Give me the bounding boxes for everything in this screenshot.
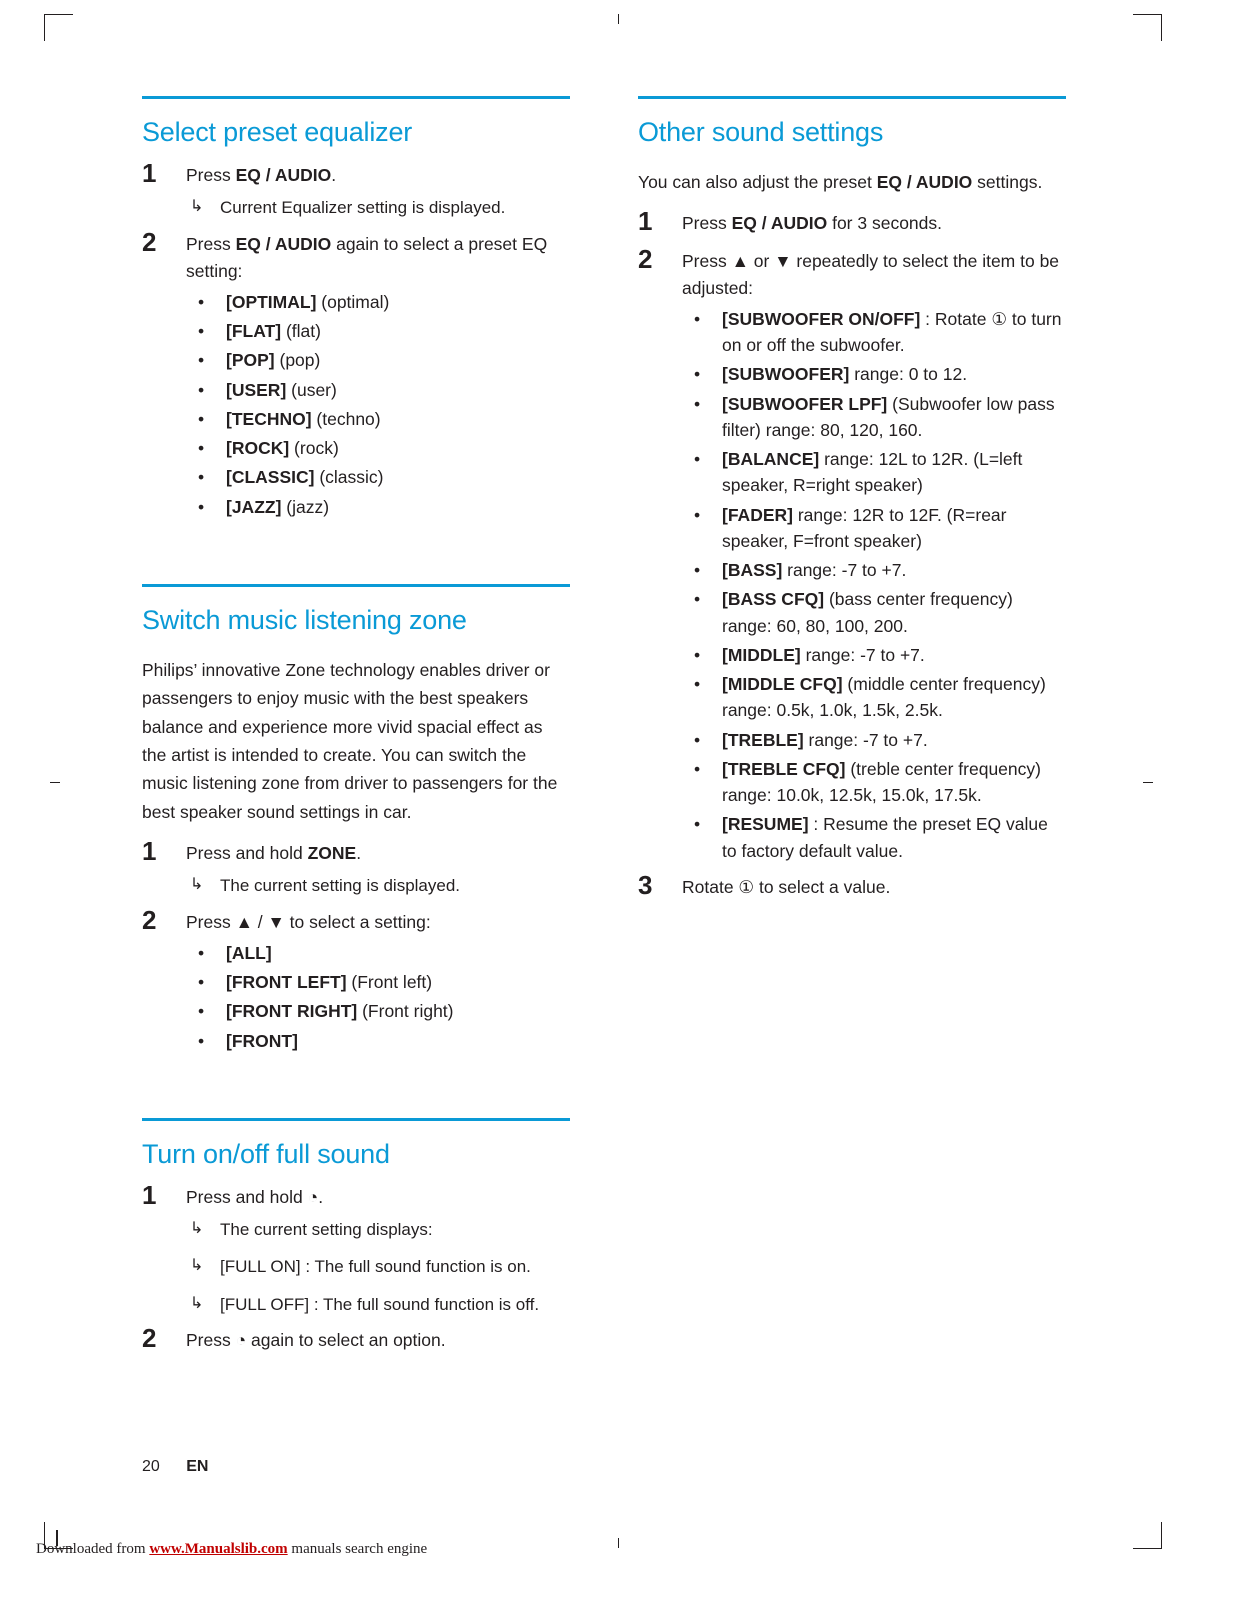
bullet-dot-icon: •	[694, 364, 701, 385]
step-note	[186, 195, 570, 221]
option-item	[682, 557, 1066, 583]
option-item	[682, 756, 1066, 809]
option-item	[186, 998, 570, 1024]
section-title: Switch music listening zone	[142, 584, 570, 636]
step-text	[186, 1187, 323, 1207]
step-note	[186, 1292, 570, 1318]
registration-tick-bottom	[618, 1538, 619, 1548]
option-desc: (middle center frequency) range: 0.5k, 1.0k, 1.5k, 2.5k.	[722, 674, 1046, 721]
registration-tick-right	[1143, 782, 1153, 783]
note-text: Current Equalizer setting is displayed.	[220, 198, 506, 218]
option-label: [ALL]	[226, 942, 272, 963]
option-label: [FLAT]	[226, 321, 282, 342]
bullet-dot-icon: •	[198, 379, 205, 400]
option-item	[186, 969, 570, 995]
option-label: [TREBLE]	[722, 729, 804, 750]
step-text	[186, 912, 431, 932]
option-item	[186, 940, 570, 966]
option-desc: (user)	[286, 379, 337, 400]
step-0-text-part-1: ZONE	[307, 843, 357, 864]
option-desc: range: 0 to 12.	[849, 364, 968, 385]
step-number: 2	[142, 904, 157, 935]
option-item	[186, 289, 570, 315]
section-3	[142, 1118, 570, 1355]
option-desc: range: 12L to 12R. (L=left speaker, R=right speaker)	[722, 449, 1023, 496]
step-0-text-part-2: for 3 seconds.	[827, 213, 943, 234]
bullet-dot-icon: •	[198, 321, 205, 342]
bullet-dot-icon: •	[198, 496, 205, 517]
bullet-dot-icon: •	[198, 467, 205, 488]
option-label: [MIDDLE]	[722, 644, 801, 665]
step-1-text-part-0: Press ▲ or ▼ repeatedly to select the item to be adjusted:	[682, 250, 1060, 298]
section-title: Turn on/off full sound	[142, 1118, 570, 1170]
bullet-dot-icon: •	[198, 438, 205, 459]
option-list	[186, 940, 570, 1054]
option-desc: range: 12R to 12F. (R=rear speaker, F=front speaker)	[722, 504, 1007, 551]
bullet-dot-icon: •	[694, 589, 701, 610]
note-text: The current setting displays:	[220, 1219, 433, 1239]
step-0-text-part-1: EQ / AUDIO	[731, 213, 828, 234]
bullet-dot-icon: •	[694, 560, 701, 581]
step-1-text-part-0: Press	[186, 233, 236, 254]
bullet-dot-icon: •	[694, 758, 701, 779]
option-item	[682, 811, 1066, 864]
step-list	[638, 206, 1066, 901]
step-0-text-part-0: Press	[682, 213, 732, 234]
option-list	[682, 306, 1066, 864]
option-label: [USER]	[226, 379, 287, 400]
option-label: [MIDDLE CFQ]	[722, 674, 843, 695]
step-item	[638, 869, 1066, 901]
page-footer	[142, 1458, 208, 1476]
option-label: [RESUME]	[722, 814, 809, 835]
bullet-dot-icon: •	[694, 644, 701, 665]
option-label: [FADER]	[722, 504, 793, 525]
note-text: The current setting is displayed.	[220, 876, 461, 896]
step-list	[142, 158, 570, 520]
option-desc: (jazz)	[281, 496, 330, 517]
bullet-dot-icon: •	[694, 814, 701, 835]
option-item	[682, 361, 1066, 387]
step-text	[186, 165, 336, 185]
option-label: [CLASSIC]	[226, 467, 315, 488]
bullet-dot-icon: •	[198, 972, 205, 993]
option-desc: (rock)	[289, 438, 339, 459]
option-item	[186, 435, 570, 461]
option-item	[186, 347, 570, 373]
section-1	[638, 96, 1066, 901]
note-text: [FULL OFF] : The full sound function is off.	[220, 1294, 540, 1314]
step-list	[142, 1179, 570, 1355]
step-0-text-part-1: ◔	[307, 1186, 319, 1207]
step-item	[142, 904, 570, 1054]
step-number: 3	[638, 869, 653, 900]
step-list	[142, 836, 570, 1054]
option-label: [TREBLE CFQ]	[722, 758, 846, 779]
page-number: 20	[142, 1458, 160, 1475]
option-item	[186, 464, 570, 490]
bullet-dot-icon: •	[198, 1030, 205, 1051]
option-item	[186, 494, 570, 520]
bullet-dot-icon: •	[198, 408, 205, 429]
option-desc: (classic)	[314, 467, 384, 488]
section-1	[142, 96, 570, 520]
step-number: 2	[638, 243, 653, 274]
bullet-dot-icon: •	[694, 308, 701, 329]
option-item	[682, 391, 1066, 444]
step-note	[186, 873, 570, 899]
section-spacer	[142, 530, 570, 584]
section-paragraph: Philips’ innovative Zone technology enables driver or passengers to enjoy music with the best speakers balance and experience more vivid spacial effect as the artist is intended to create. You can switch the music listening zone from driver to passengers for the best speaker sound settings in car.	[142, 659, 558, 822]
step-0-text-part-1: EQ / AUDIO	[235, 165, 332, 186]
step-text	[186, 234, 547, 281]
step-1-text-part-1: EQ / AUDIO	[235, 233, 332, 254]
option-desc: (flat)	[281, 321, 321, 342]
bullet-dot-icon: •	[198, 942, 205, 963]
option-desc: range: -7 to +7.	[782, 560, 907, 581]
note-arrow-icon: ↳	[190, 876, 204, 894]
option-item	[682, 502, 1066, 555]
bullet-dot-icon: •	[198, 291, 205, 312]
step-text	[186, 843, 361, 863]
step-number: 1	[142, 836, 157, 867]
option-label: [FRONT LEFT]	[226, 972, 347, 993]
option-label: [TECHNO]	[226, 408, 312, 429]
note-arrow-icon: ↳	[190, 1219, 204, 1237]
step-1-text-part-2: again to select a preset EQ setting:	[186, 233, 548, 281]
option-desc: : Rotate ① to turn on or off the subwoofer.	[722, 308, 1062, 356]
step-item	[142, 226, 570, 520]
registration-tick-left	[50, 782, 60, 783]
option-label: [ROCK]	[226, 438, 290, 459]
option-item	[682, 671, 1066, 724]
bullet-dot-icon: •	[198, 1001, 205, 1022]
registration-tick-top	[618, 14, 619, 24]
step-0-text-part-2: .	[356, 843, 362, 864]
option-desc: range: -7 to +7.	[803, 729, 928, 750]
step-item	[142, 1179, 570, 1318]
option-label: [BALANCE]	[722, 449, 820, 470]
bullet-dot-icon: •	[694, 729, 701, 750]
option-item	[682, 586, 1066, 639]
option-item	[682, 306, 1066, 359]
note-arrow-icon: ↳	[190, 198, 204, 216]
option-label: [SUBWOOFER]	[722, 364, 850, 385]
option-desc: range: -7 to +7.	[800, 644, 925, 665]
download-footer	[36, 1541, 427, 1558]
paragraph-part-2: settings.	[972, 172, 1043, 193]
option-desc: (Front left)	[346, 972, 433, 993]
step-0-text-part-0: Press	[186, 165, 236, 186]
step-1-text-part-0: Press ▲ / ▼ to select a setting:	[186, 911, 431, 932]
step-text	[682, 213, 942, 233]
option-item	[682, 727, 1066, 753]
step-item	[638, 243, 1066, 864]
step-item	[142, 158, 570, 221]
step-0-text-part-0: Press and hold	[186, 843, 308, 864]
option-item	[186, 406, 570, 432]
section-2	[142, 584, 570, 1054]
option-label: [OPTIMAL]	[226, 291, 317, 312]
paragraph-part-0: You can also adjust the preset	[638, 172, 877, 193]
step-item	[638, 206, 1066, 237]
right-column	[638, 96, 1066, 911]
option-label: [SUBWOOFER LPF]	[722, 393, 888, 414]
option-item	[186, 377, 570, 403]
step-1-text-part-0: Press ◔ again to select an option.	[186, 1330, 446, 1351]
bullet-dot-icon: •	[198, 350, 205, 371]
option-desc: : Resume the preset EQ value to factory default value.	[722, 814, 1048, 861]
option-label: [JAZZ]	[226, 496, 282, 517]
step-number: 2	[142, 1323, 157, 1354]
option-desc: (techno)	[311, 408, 381, 429]
download-suffix: manuals search engine	[287, 1541, 428, 1557]
option-list	[186, 289, 570, 520]
step-0-text-part-2: .	[331, 165, 337, 186]
option-desc: (treble center frequency) range: 10.0k, 12.5k, 15.0k, 17.5k.	[722, 758, 1041, 806]
option-item	[186, 1028, 570, 1054]
section-paragraph	[638, 168, 1066, 196]
option-label: [BASS]	[722, 560, 783, 581]
step-item	[142, 1323, 570, 1354]
step-2-text-part-0: Rotate ① to select a value.	[682, 876, 891, 897]
option-label: [POP]	[226, 350, 275, 371]
section-spacer	[142, 1064, 570, 1118]
left-column	[142, 96, 570, 1365]
step-text	[682, 251, 1059, 298]
step-item	[142, 836, 570, 899]
step-note	[186, 1254, 570, 1280]
step-number: 1	[638, 206, 653, 237]
step-number: 1	[142, 1179, 157, 1210]
step-number: 1	[142, 158, 157, 189]
option-desc: (bass center frequency) range: 60, 80, 100, 200.	[722, 589, 1013, 636]
option-label: [FRONT]	[226, 1030, 298, 1051]
option-desc: (Subwoofer low pass filter) range: 80, 120, 160.	[722, 393, 1055, 440]
option-item	[682, 642, 1066, 668]
crop-mark-top-right	[1133, 14, 1162, 41]
manualslib-link[interactable]: www.Manualslib.com	[149, 1541, 288, 1557]
option-label: [BASS CFQ]	[722, 589, 825, 610]
step-text	[682, 877, 890, 897]
step-text	[186, 1330, 446, 1350]
option-item	[186, 318, 570, 344]
crop-mark-bottom-right	[1133, 1522, 1162, 1549]
step-0-text-part-0: Press and hold	[186, 1186, 308, 1207]
note-arrow-icon: ↳	[190, 1257, 204, 1275]
paragraph-part-1: EQ / AUDIO	[876, 172, 973, 193]
option-label: [SUBWOOFER ON/OFF]	[722, 308, 921, 329]
section-title: Select preset equalizer	[142, 96, 570, 148]
crop-mark-top-left	[44, 14, 73, 41]
step-note	[186, 1217, 570, 1243]
section-title: Other sound settings	[638, 96, 1066, 148]
bullet-dot-icon: •	[694, 449, 701, 470]
note-arrow-icon: ↳	[190, 1294, 204, 1312]
option-label: [FRONT RIGHT]	[226, 1001, 358, 1022]
option-desc: (optimal)	[316, 291, 390, 312]
language-code: EN	[186, 1458, 209, 1475]
option-desc: (pop)	[274, 350, 321, 371]
step-0-text-part-2: .	[318, 1186, 324, 1207]
step-number: 2	[142, 226, 157, 257]
bullet-dot-icon: •	[694, 504, 701, 525]
option-item	[682, 446, 1066, 499]
bullet-dot-icon: •	[694, 393, 701, 414]
bullet-dot-icon: •	[694, 674, 701, 695]
download-prefix: Downloaded from	[36, 1541, 150, 1557]
note-text: [FULL ON] : The full sound function is on.	[220, 1257, 531, 1277]
option-desc: (Front right)	[357, 1001, 454, 1022]
